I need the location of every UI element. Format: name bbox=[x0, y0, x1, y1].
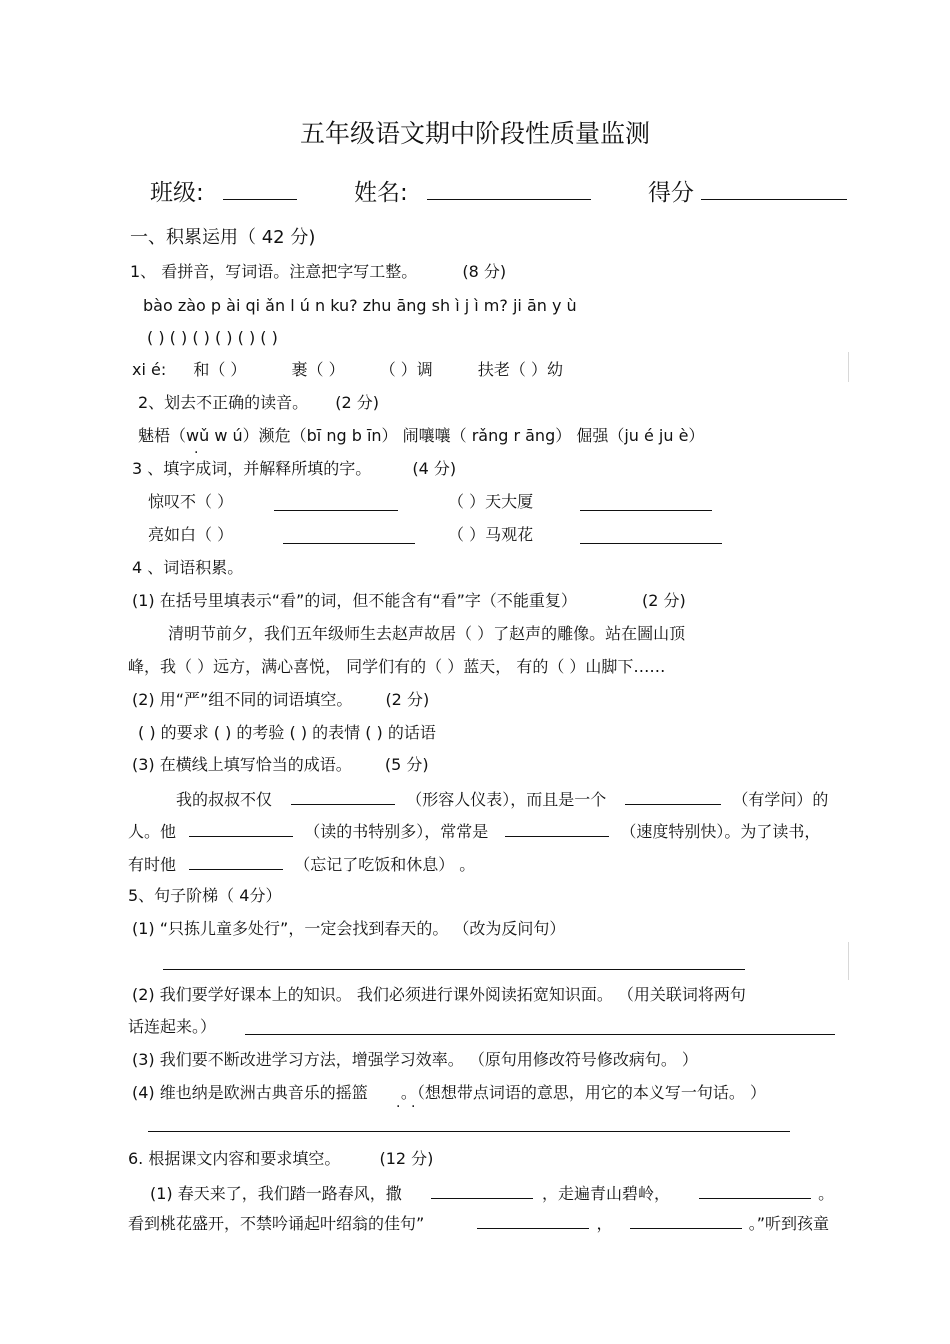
q3-instruction bbox=[132, 459, 456, 479]
q4-part1-line2[interactable]: 峰，我（ ）远方，满心喜悦， 同学们有的（ ）蓝天， 有的（ ）山脚下…… bbox=[128, 657, 666, 676]
q4-part2-instruction bbox=[132, 690, 429, 710]
q6-blank-1[interactable] bbox=[431, 1182, 533, 1199]
q4-part1-points: (2 分) bbox=[642, 591, 686, 610]
q4-part3-l2-text-c: （速度特别快）。为了读书， bbox=[620, 822, 821, 841]
emphasis-dot: · bbox=[396, 1099, 401, 1115]
q3-blank-1a[interactable] bbox=[274, 510, 398, 511]
q1-xie-label: xi é: bbox=[132, 360, 167, 379]
q4-part3-l1-text-a: 我的叔叔不仅 bbox=[176, 790, 273, 809]
q6-blank-4[interactable] bbox=[630, 1212, 742, 1229]
q4-part1-line1[interactable]: 清明节前夕，我们五年级师生去赵声故居（ ）了赵声的雕像。站在圌山顶 bbox=[168, 624, 686, 643]
q5-sentence-4 bbox=[132, 1083, 766, 1103]
q6-blank-3[interactable] bbox=[477, 1212, 589, 1229]
q4-part3-text: (3) 在横线上填写恰当的成语。 bbox=[132, 755, 352, 774]
q5-sentence-2b: 话连起来。） bbox=[128, 1017, 217, 1036]
q5-sentence-2a: (2) 我们要学好课本上的知识。 我们必须进行课外阅读拓宽知识面。 （用关联词将两句 bbox=[132, 985, 746, 1004]
class-label: 班级: bbox=[150, 180, 204, 206]
q3-blank-2a[interactable] bbox=[283, 543, 415, 544]
q5-sentence-4-text-b: 。（想想带点词语的意思，用它的本义写一句话。 ） bbox=[400, 1083, 766, 1102]
q6-line2 bbox=[128, 1212, 829, 1234]
q1-xie-item-4[interactable]: 扶老（ ）幼 bbox=[477, 360, 563, 379]
name-label: 姓名: bbox=[354, 180, 408, 206]
name-blank[interactable] bbox=[427, 179, 591, 200]
scan-edge-mark bbox=[848, 352, 849, 382]
q6-l2-text-a: 看到桃花盛开，不禁吟诵起叶绍翁的佳句” bbox=[128, 1214, 425, 1233]
q1-pinyin: bào zào p ài qi ǎn l ú n ku? zhu āng sh ì j ì m? ji ān y ù bbox=[143, 296, 577, 315]
q2-text: 2、划去不正确的读音。 bbox=[138, 393, 309, 412]
class-blank[interactable] bbox=[223, 179, 297, 200]
name-field bbox=[354, 178, 591, 208]
q4-part3-blank-4[interactable] bbox=[505, 820, 609, 837]
q1-xie-row bbox=[132, 360, 563, 380]
q4-part3-l3-text-b: （忘记了吃饭和休息） 。 bbox=[294, 855, 476, 874]
q6-line1 bbox=[150, 1182, 834, 1204]
q1-xie-item-1[interactable]: 和（ ） bbox=[193, 360, 247, 379]
q4-instruction: 4 、词语积累。 bbox=[132, 558, 244, 577]
page-title: 五年级语文期中阶段性质量监测 bbox=[299, 119, 650, 148]
q4-part2-text: (2) 用“严”组不同的词语填空。 bbox=[132, 690, 353, 709]
q4-part3-blank-2[interactable] bbox=[625, 788, 721, 805]
q4-part3-blank-3[interactable] bbox=[189, 820, 293, 837]
q6-text: 6. 根据课文内容和要求填空。 bbox=[128, 1149, 341, 1168]
q6-l1-text-c: 。 bbox=[818, 1184, 835, 1203]
q1-instruction bbox=[130, 262, 506, 282]
q6-l2-text-b: ， bbox=[596, 1214, 613, 1233]
q2-items[interactable]: 魅梧（wǔ w ú）濒危（bī ng b īn） 闹嚷嚷（ rǎng r āng） 倔强（ju é ju è） bbox=[138, 426, 705, 445]
q4-part3-instruction bbox=[132, 755, 429, 775]
q4-part1-instruction bbox=[132, 591, 686, 611]
q3-row-1a[interactable]: 惊叹不（ ） bbox=[148, 492, 234, 511]
q3-points: (4 分) bbox=[412, 459, 457, 478]
q1-points: (8 分) bbox=[462, 262, 507, 281]
q4-part3-blank-5[interactable] bbox=[189, 853, 283, 870]
q4-part3-blank-1[interactable] bbox=[291, 788, 395, 805]
q2-points: (2 分) bbox=[335, 393, 380, 412]
scan-edge-mark bbox=[848, 942, 849, 980]
q6-l1-text-a: (1) 春天来了，我们踏一路春风，撒 bbox=[150, 1184, 402, 1203]
q4-part3-l2-text-b: （读的书特别多），常常是 bbox=[304, 822, 489, 841]
q6-l1-text-b: ，走遍青山碧岭， bbox=[541, 1184, 670, 1203]
q3-row-2b[interactable]: （ ）马观花 bbox=[448, 525, 534, 544]
q5-answer-line-2[interactable] bbox=[245, 1034, 835, 1035]
emphasis-dot: · bbox=[411, 1099, 416, 1115]
emphasis-dot: · bbox=[194, 445, 199, 461]
q4-part1-text: (1) 在括号里填表示“看”的词，但不能含有“看”字（不能重复） bbox=[132, 591, 577, 610]
q1-text: 1、 看拼音，写词语。注意把字写工整。 bbox=[130, 262, 418, 281]
score-blank[interactable] bbox=[701, 179, 847, 200]
q3-blank-1b[interactable] bbox=[580, 510, 712, 511]
q4-part3-l1-text-b: （形容人仪表），而且是一个 bbox=[406, 790, 607, 809]
q5-sentence-1: (1) “只拣儿童多处行”，一定会找到春天的。 （改为反问句） bbox=[132, 919, 566, 938]
q6-points: (12 分) bbox=[379, 1149, 434, 1168]
q1-xie-item-3[interactable]: （ ）调 bbox=[379, 360, 433, 379]
q5-sentence-4-text-a: (4) 维也纳是欧洲古典音乐的摇篮 bbox=[132, 1083, 368, 1102]
q5-sentence-3: (3) 我们要不断改进学习方法，增强学习效率。 （原句用修改符号修改病句。 ） bbox=[132, 1050, 698, 1069]
q5-answer-line-4[interactable] bbox=[148, 1131, 790, 1132]
q5-instruction: 5、句子阶梯（ 4分） bbox=[128, 886, 282, 905]
q4-part3-points: (5 分) bbox=[384, 755, 429, 774]
q4-part3-line3 bbox=[128, 853, 475, 875]
q6-blank-2[interactable] bbox=[699, 1182, 811, 1199]
q3-row-1b[interactable]: （ ）天大厦 bbox=[448, 492, 534, 511]
q3-text: 3 、填字成词，并解释所填的字。 bbox=[132, 459, 372, 478]
q3-row-2a[interactable]: 亮如白（ ） bbox=[148, 525, 234, 544]
q4-part3-line1 bbox=[176, 788, 828, 810]
q4-part3-l2-text-a: 人。他 bbox=[128, 822, 177, 841]
section-heading: 一、积累运用（ 42 分) bbox=[130, 227, 316, 248]
score-field bbox=[648, 178, 847, 208]
q4-part2-line[interactable]: ( ) 的要求 ( ) 的考验 ( ) 的表情 ( ) 的话语 bbox=[138, 723, 436, 742]
q1-xie-item-2[interactable]: 裹（ ） bbox=[291, 360, 345, 379]
class-field bbox=[150, 178, 297, 208]
q6-instruction bbox=[128, 1149, 433, 1169]
q3-blank-2b[interactable] bbox=[580, 543, 722, 544]
q5-answer-line-1[interactable] bbox=[163, 969, 745, 970]
q1-answer-brackets[interactable]: ( ) ( ) ( ) ( ) ( ) ( ) bbox=[147, 328, 278, 347]
q2-instruction bbox=[138, 393, 379, 413]
q4-part3-l1-text-c: （有学问）的 bbox=[732, 790, 829, 809]
q4-part2-points: (2 分) bbox=[385, 690, 430, 709]
q4-part3-line2 bbox=[128, 820, 820, 842]
q4-part3-l3-text-a: 有时他 bbox=[128, 855, 177, 874]
score-label: 得分 bbox=[648, 180, 694, 206]
q6-l2-text-c: 。”听到孩童 bbox=[748, 1214, 829, 1233]
